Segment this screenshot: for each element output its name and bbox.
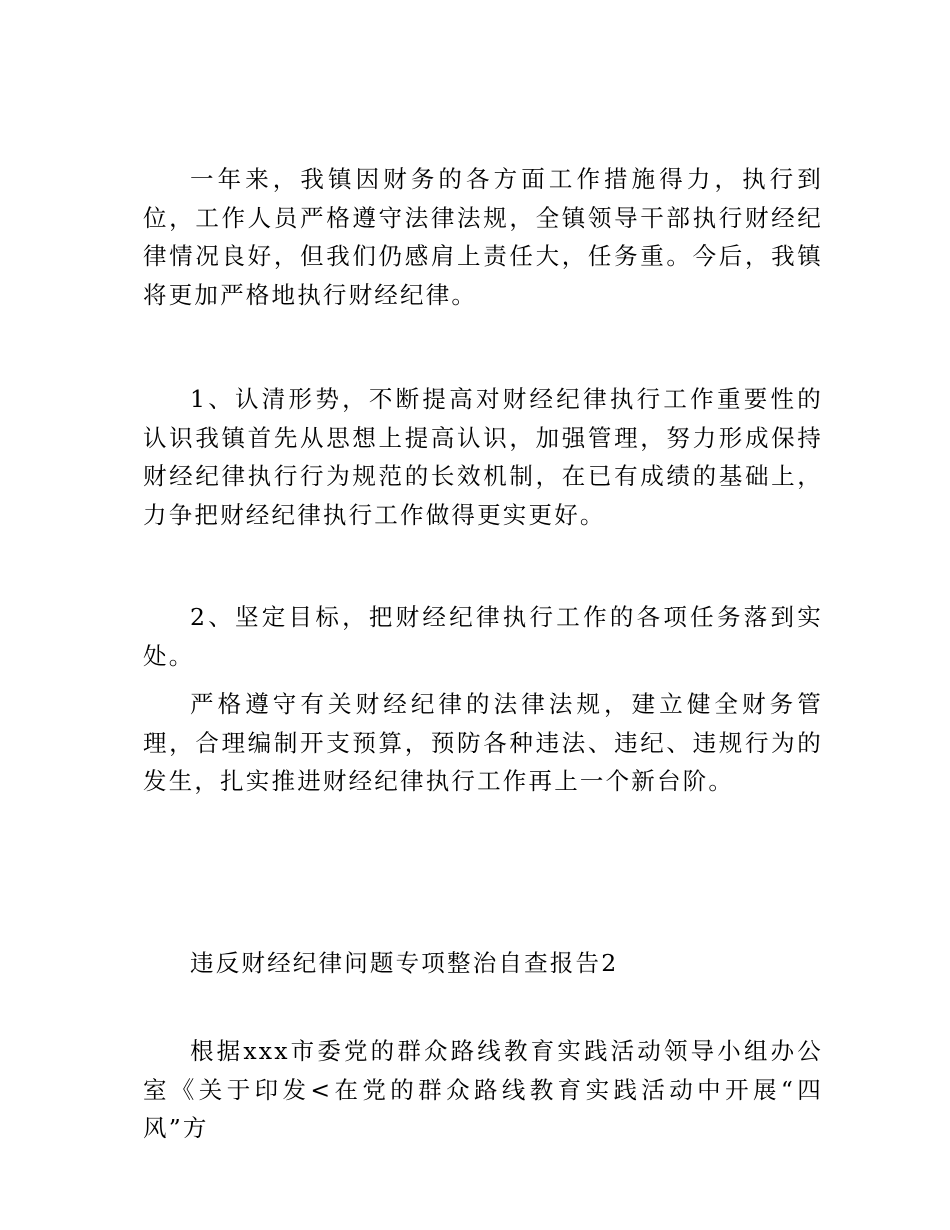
paragraph-summary: 一年来，我镇因财务的各方面工作措施得力，执行到位，工作人员严格遵守法律法规，全镇领导干部执行财经纪律情况良好，但我们仍感肩上责任大，任务重。今后，我镇将更加严格地执行财经纪律。 — [143, 165, 823, 309]
paragraph-point-2: 2、坚定目标，把财经纪律执行工作的各项任务落到实处。 — [143, 603, 823, 670]
paragraph-point-1: 1、认清形势，不断提高对财经纪律执行工作重要性的认识我镇首先从思想上提高认识，加强管理，努力形成保持财经纪律执行行为规范的长效机制，在已有成绩的基础上，力争把财经纪律执行工作做得更实更好。 — [143, 385, 823, 529]
section-title: 违反财经纪律问题专项整治自查报告2 — [190, 949, 619, 977]
paragraph-compliance: 严格遵守有关财经纪律的法律法规，建立健全财务管理，合理编制开支预算，预防各种违法、违纪、违规行为的发生，扎实推进财经纪律执行工作再上一个新台阶。 — [143, 690, 823, 795]
paragraph-report-intro: 根据xxx市委党的群众路线教育实践活动领导小组办公室《关于印发<在党的群众路线教育实践活动中开展“四风”方 — [143, 1037, 823, 1142]
